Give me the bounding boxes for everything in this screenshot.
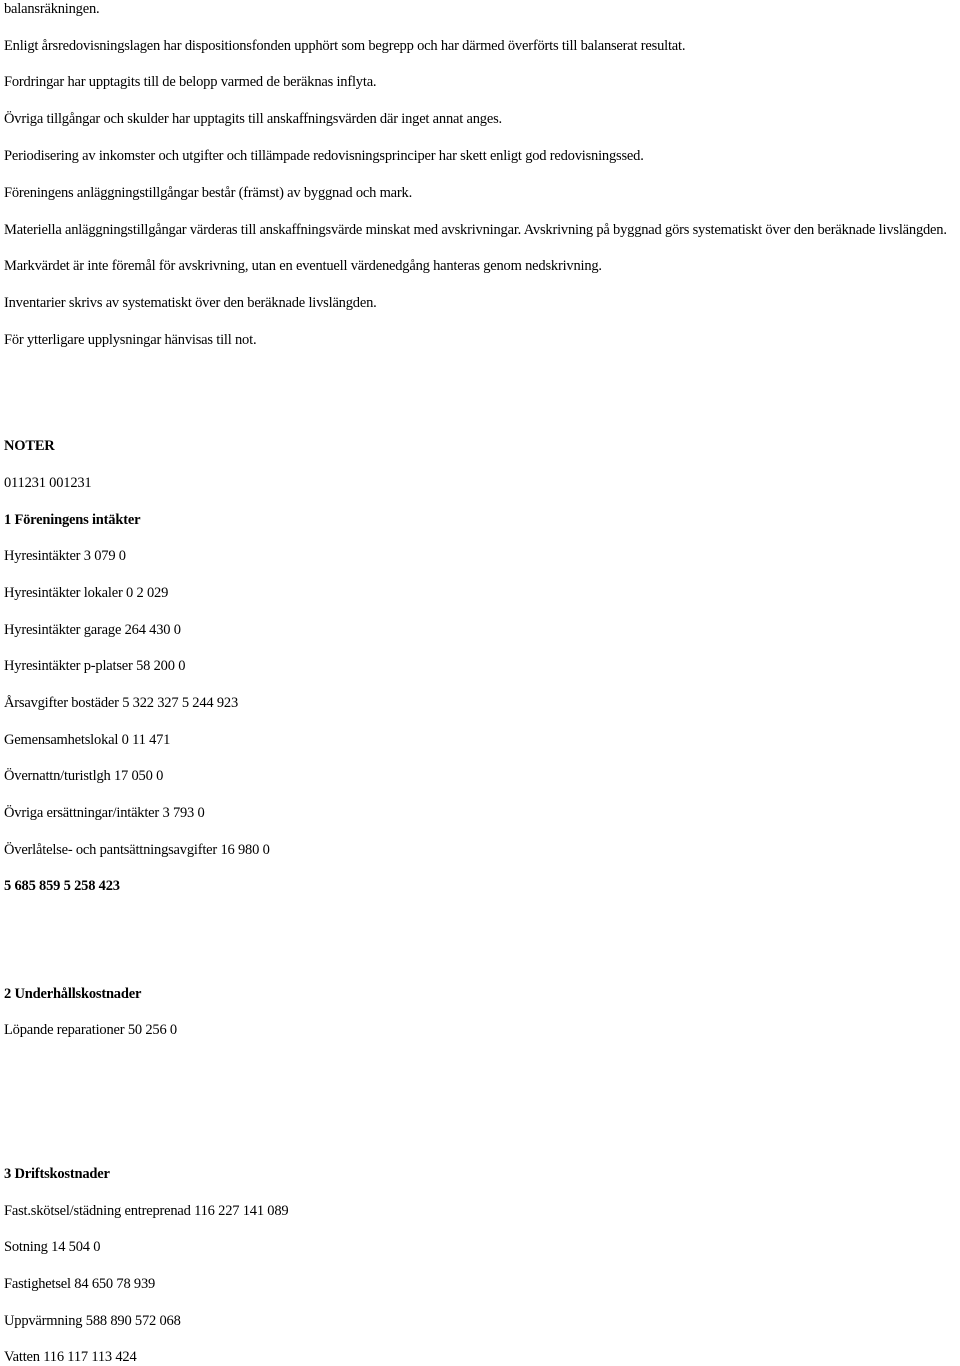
note1-row: Hyresintäkter p-platser 58 200 0 (4, 658, 186, 674)
note1-total: 5 685 859 5 258 423 (4, 878, 120, 894)
note1-row: Årsavgifter bostäder 5 322 327 5 244 923 (4, 695, 239, 711)
note1-row: Hyresintäkter garage 264 430 0 (4, 622, 181, 638)
note1-row: Hyresintäkter lokaler 0 2 029 (4, 585, 169, 601)
paragraph-inventory: Inventarier skrivs av systematiskt över den beräknade livslängden. (4, 295, 377, 311)
paragraph-fixed-assets: Föreningens anläggningstillgångar består (främst) av byggnad och mark. (4, 185, 412, 201)
note2-title: 2 Underhållskostnader (4, 986, 142, 1002)
note1-row: Övriga ersättningar/intäkter 3 793 0 (4, 805, 205, 821)
notes-heading: NOTER (4, 438, 55, 454)
notes-date-header: 011231 001231 (4, 475, 92, 491)
note3-row: Fastighetsel 84 650 78 939 (4, 1276, 156, 1292)
note1-title: 1 Föreningens intäkter (4, 512, 141, 528)
note1-row: Överlåtelse- och pantsättningsavgifter 16 980 0 (4, 842, 270, 858)
paragraph-receivables: Fordringar har upptagits till de belopp varmed de beräknas inflyta. (4, 74, 377, 90)
paragraph-accrual: Periodisering av inkomster och utgifter och tillämpade redovisningsprinciper har skett enligt god redovisningssed. (4, 148, 644, 164)
note3-row: Sotning 14 504 0 (4, 1239, 101, 1255)
note2-row: Löpande reparationer 50 256 0 (4, 1022, 177, 1038)
note3-title: 3 Driftskostnader (4, 1166, 110, 1182)
paragraph-depreciation: Materiella anläggningstillgångar värderas till anskaffningsvärde minskat med avskrivningar. Avskrivning på byggnad görs systematiskt över den beräknade livslängden. (4, 222, 947, 238)
paragraph-balance-sheet: balansräkningen. (4, 1, 100, 17)
note1-row: Övernattn/turistlgh 17 050 0 (4, 768, 164, 784)
note3-row: Uppvärmning 588 890 572 068 (4, 1313, 181, 1329)
paragraph-disposition-fund: Enligt årsredovisningslagen har dispositionsfonden upphört som begrepp och har därmed överförts till balanserat resultat. (4, 38, 686, 54)
note3-row: Fast.skötsel/städning entreprenad 116 227 141 089 (4, 1203, 289, 1219)
paragraph-other-assets: Övriga tillgångar och skulder har upptagits till anskaffningsvärden där inget annat anges. (4, 111, 502, 127)
note1-row: Hyresintäkter 3 079 0 (4, 548, 126, 564)
note3-row: Vatten 116 117 113 424 (4, 1349, 137, 1365)
note1-row: Gemensamhetslokal 0 11 471 (4, 732, 171, 748)
paragraph-further-info: För ytterligare upplysningar hänvisas till not. (4, 332, 257, 348)
paragraph-land-value: Markvärdet är inte föremål för avskrivning, utan en eventuell värdenedgång hanteras genom nedskrivning. (4, 258, 602, 274)
